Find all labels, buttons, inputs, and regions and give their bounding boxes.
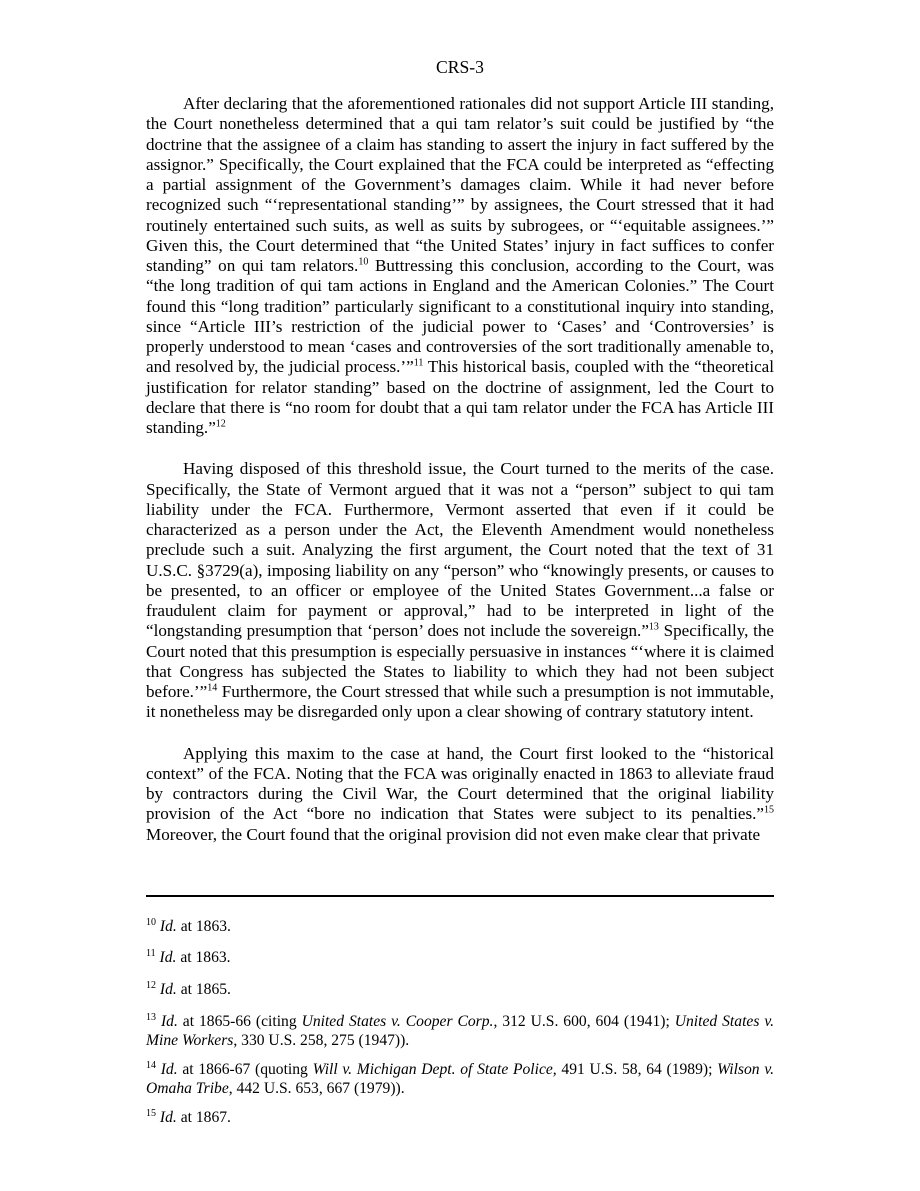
case-citation: Will v. Michigan Dept. of State Police, (312, 1061, 557, 1078)
footnote-divider (146, 895, 774, 897)
footnote-text: at 1867. (176, 1109, 231, 1126)
footnote-12 (146, 980, 774, 999)
case-citation: Wilson v. Omaha Tribe (146, 1061, 774, 1097)
footnote-ref-10: 10 (358, 256, 369, 268)
footnote-text: at 1865-66 (citing (177, 1013, 302, 1030)
footnote-id: Id. (160, 1061, 178, 1078)
footnote-text: 491 U.S. 58, 64 (1989); (556, 1061, 718, 1078)
footnote-id: Id. (160, 1013, 178, 1030)
case-citation: United States v. Mine Workers (146, 1013, 774, 1049)
paragraph-text: Having disposed of this threshold issue, the Court turned to the merits of the case. Specifically, the State of Vermont argued that it was not a “person” subject to qui tam liability under the FCA. Furthermore, Vermont asserted that even if it could be characterized as a person under the Act, the Eleventh Amendment would nonetheless preclude such a suit. Analyzing the first argument, the Court noted that the text of 31 U.S.C. §3729(a), imposing liability on any “person” who “knowingly presents, or causes to be presented, to an officer or employee of the United States Government...a false or fraudulent claim for payment or approval,” had to be interpreted in light of the “longstanding presumption that ‘person’ does not include the sovereign.” (146, 459, 774, 641)
footnote-text: at 1866-67 (quoting (177, 1061, 313, 1078)
footnote-id: Id. (159, 1109, 177, 1126)
paragraph-text: Buttressing this conclusion, according to the Court, was “the long tradition of qui tam actions in England and the American Colonies.” The Court found this “long tradition” particularly significant to a constitutional inquiry into standing, since “Article III’s restriction of the judicial power to ‘Cases’ and ‘Controversies’ is properly understood to mean ‘cases and controversies of the sort traditionally amenable to, and resolved by, the judicial process.’” (146, 256, 774, 377)
footnote-id: Id. (159, 949, 177, 966)
paragraph-text: Specifically, the Court noted that this presumption is especially persuasive in instances “‘where it is claimed that Congress has subjected the States to liability to which they had not been subject before.’” (146, 621, 774, 701)
footnote-14 (146, 1060, 774, 1098)
footnote-number: 10 (146, 916, 156, 928)
paragraph-3 (146, 744, 774, 845)
footnote-ref-15: 15 (764, 804, 774, 816)
footnote-ref-12: 12 (215, 418, 226, 430)
paragraph-text: Applying this maxim to the case at hand, the Court first looked to the “historical context” of the FCA. Noting that the FCA was originally enacted in 1863 to alleviate fraud by contractors during the Civil War, the Court determined that the original liability provision of the Act “bore no indication that States were subject to its penalties.” (146, 743, 774, 824)
footnote-ref-14: 14 (207, 682, 218, 694)
case-citation: United States v. Cooper Corp. (301, 1013, 494, 1030)
footnote-text: , 330 U.S. 258, 275 (1947)). (233, 1032, 410, 1049)
footnote-id: Id. (159, 981, 177, 998)
paragraph-text: Moreover, the Court found that the original provision did not even make clear that private (146, 824, 761, 844)
paragraph-text: This historical basis, coupled with the “theoretical justification for relator standing” based on the doctrine of assignment, led the Court to declare that there is “no room for doubt that a qui tam relator under the FCA has Article III standing.” (146, 357, 774, 437)
paragraph-1 (146, 94, 774, 438)
footnote-text: at 1865. (176, 981, 231, 998)
footnote-number: 11 (146, 947, 156, 959)
footnote-ref-13: 13 (648, 621, 659, 633)
footnote-number: 13 (146, 1011, 156, 1023)
footnote-text: at 1863. (176, 918, 231, 935)
footnote-10 (146, 917, 774, 936)
footnote-text: at 1863. (176, 949, 231, 966)
footnote-id: Id. (159, 918, 177, 935)
paragraph-text: After declaring that the aforementioned rationales did not support Article III standing, the Court nonetheless determined that a qui tam relator’s suit could be justified by “the doctrine that the assignee of a claim has standing to assert the injury in fact suffered by the assignor.” Specifically, the Court explained that the FCA could be interpreted as “effecting a partial assignment of the Government’s damages claim. While it had never before recognized such “‘representational standing’” by assignees, the Court stressed that it had routinely entertained such suits, as well as suits by subrogees, or “‘equitable assignees.’” Given this, the Court determined that “the United States’ injury in fact suffices to confer standing” on qui tam relators. (146, 94, 774, 275)
footnote-11 (146, 948, 774, 967)
footnote-ref-11: 11 (413, 357, 424, 369)
footnotes (146, 917, 774, 1139)
footnote-text: , 442 U.S. 653, 667 (1979)). (228, 1080, 405, 1097)
paragraph-2 (146, 459, 774, 722)
footnote-number: 15 (146, 1107, 156, 1119)
footnote-text: , 312 U.S. 600, 604 (1941); (493, 1013, 675, 1030)
body-text (146, 94, 774, 866)
footnote-number: 12 (146, 979, 156, 991)
paragraph-text: Furthermore, the Court stressed that while such a presumption is not immutable, it nonetheless may be disregarded only upon a clear showing of contrary statutory intent. (146, 682, 774, 722)
footnote-15 (146, 1108, 774, 1127)
footnote-13 (146, 1012, 774, 1050)
page-header: CRS-3 (436, 57, 484, 77)
footnote-number: 14 (146, 1059, 156, 1071)
